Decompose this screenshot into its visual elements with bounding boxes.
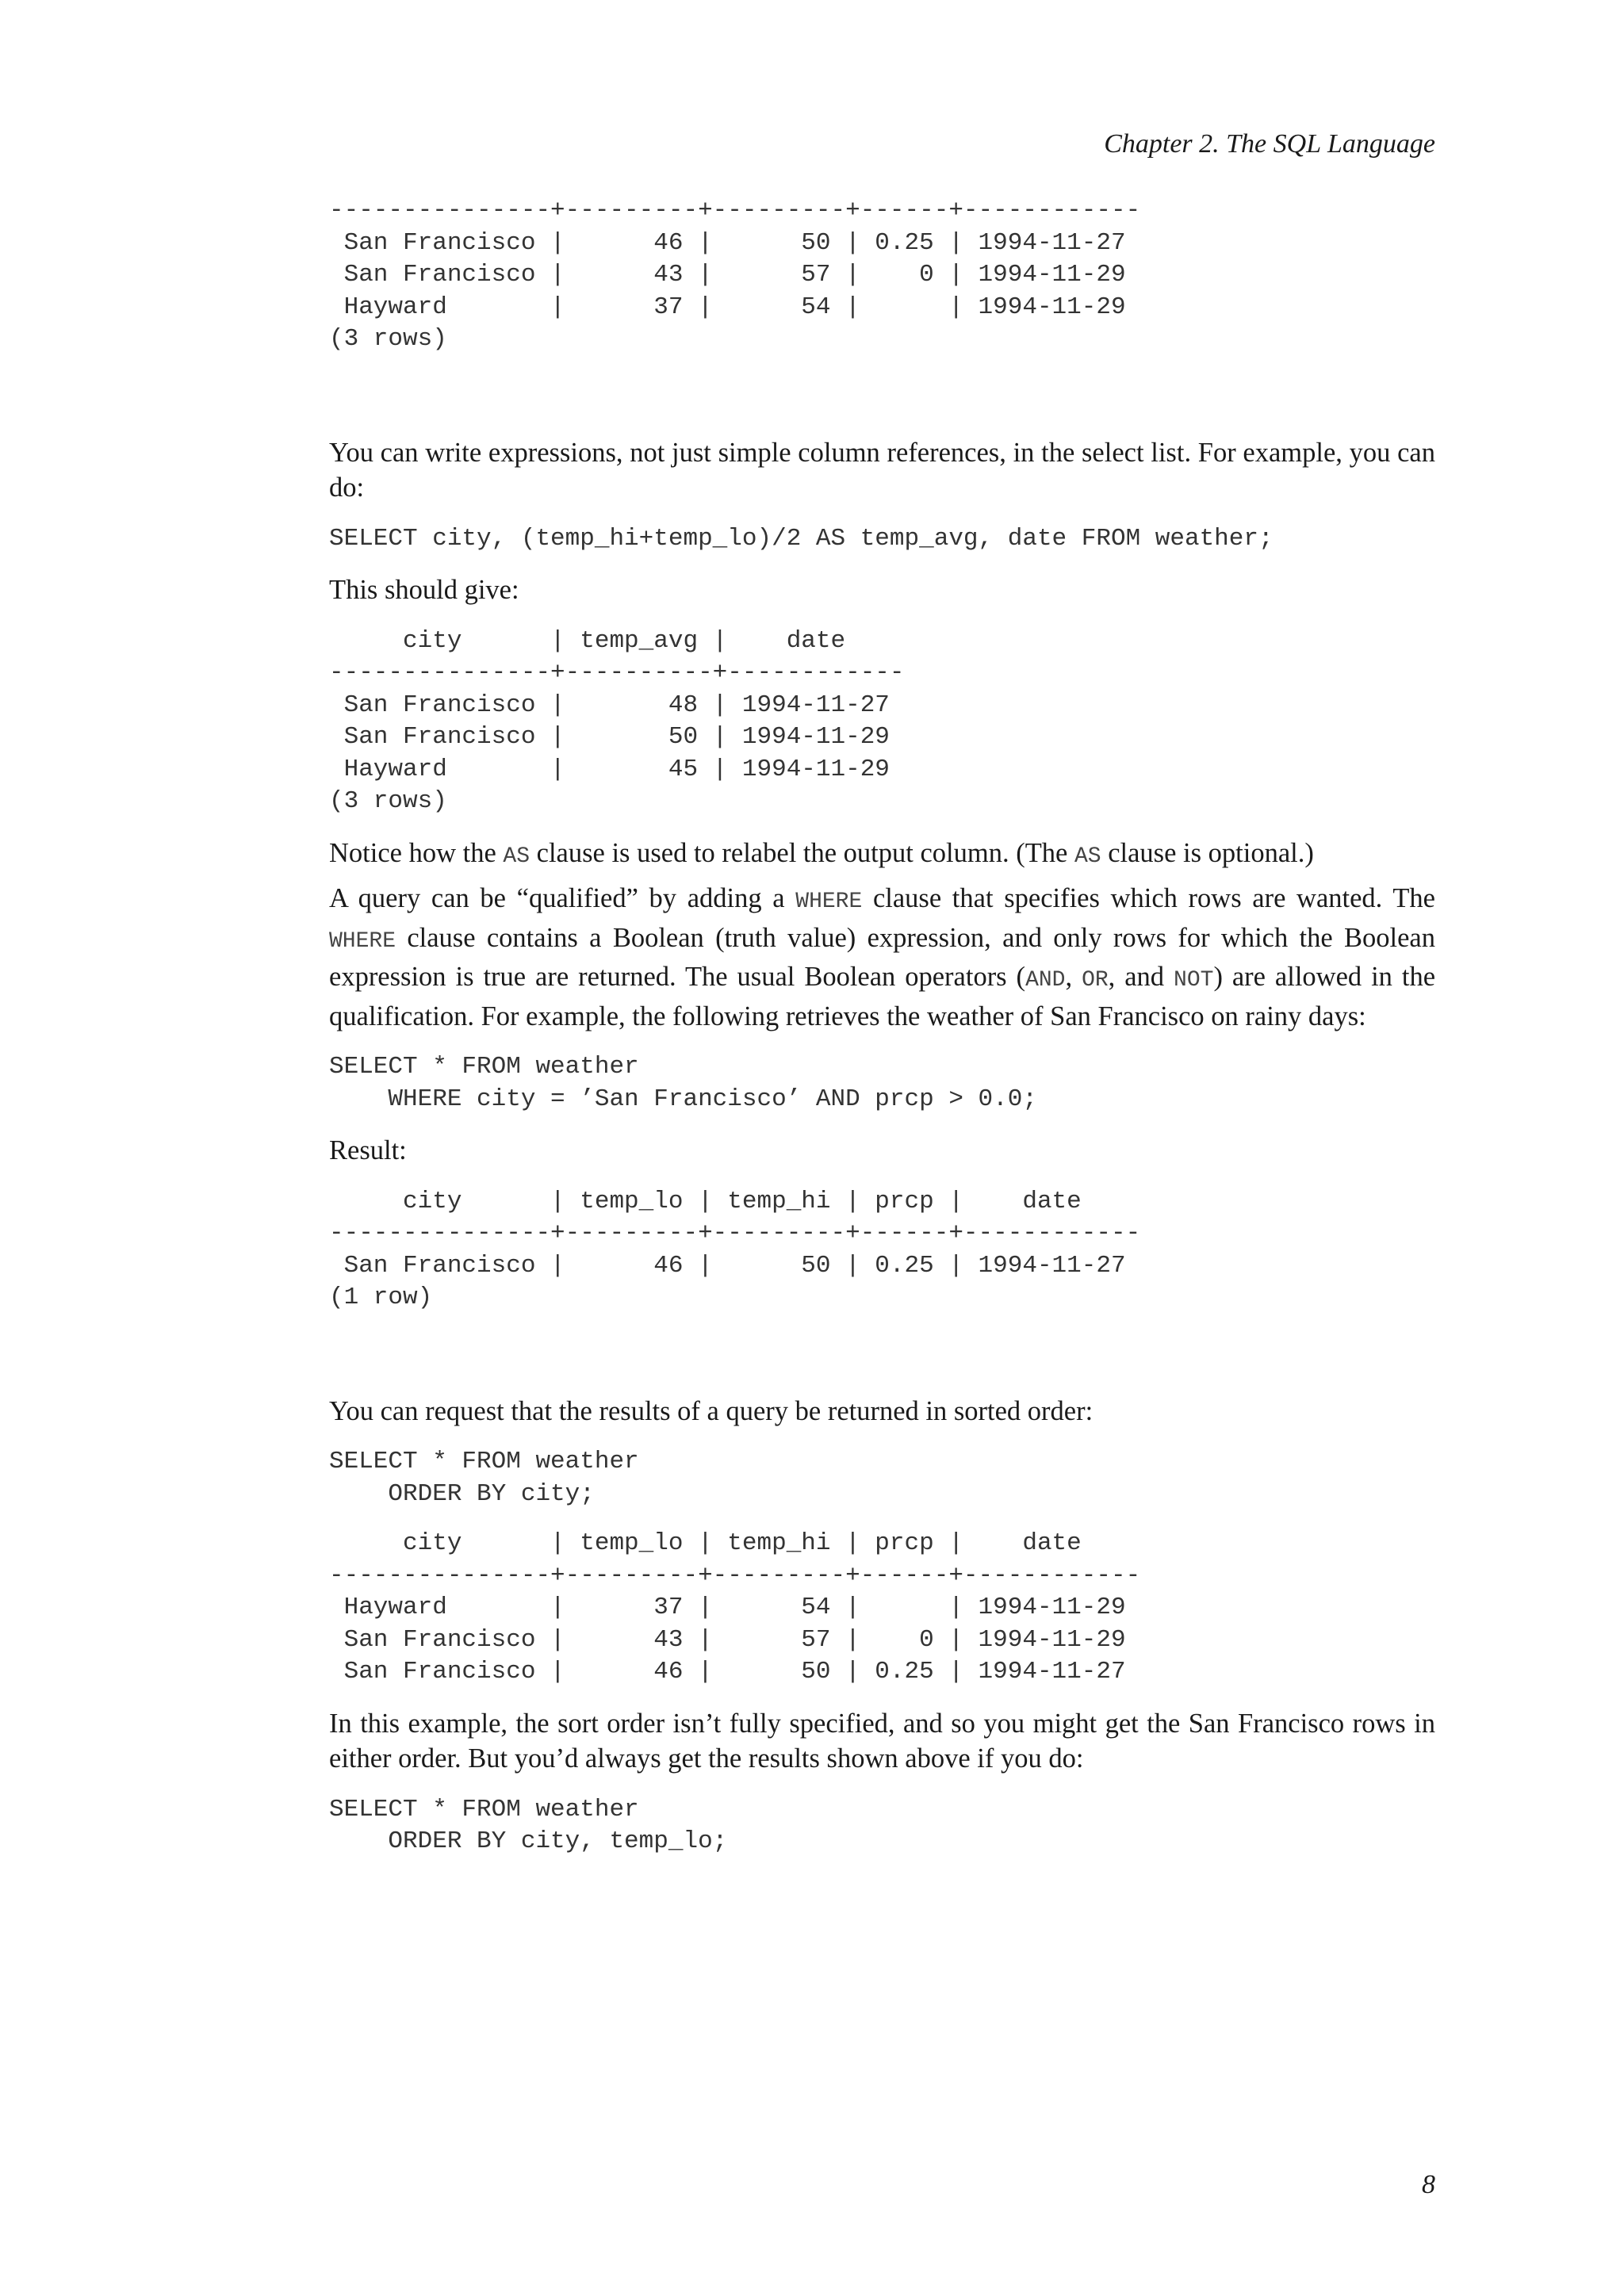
- paragraph-qualified-query: [329, 881, 1435, 1034]
- text-run: A query can be “qualified” by adding a: [329, 883, 796, 913]
- text-run: Notice how the: [329, 837, 504, 868]
- paragraph-sort-order-note: In this example, the sort order isn’t fully specified, and so you might get the San Francisco rows in either order. But you’d always get the results shown above if you do:: [329, 1708, 1435, 1774]
- text-run: ,: [1065, 962, 1082, 992]
- text-run: clause that specifies which rows are wanted. The: [862, 883, 1435, 913]
- page-content: [329, 195, 1435, 1858]
- paragraph-as-clause: [329, 836, 1435, 875]
- inline-code-where: WHERE: [795, 890, 863, 914]
- paragraph-should-give: This should give:: [329, 575, 519, 605]
- code-select-where: SELECT * FROM weather WHERE city = ’San Francisco’ AND prcp > 0.0;: [329, 1053, 1037, 1113]
- text-run: , and: [1108, 962, 1174, 992]
- inline-code-as: AS: [1074, 844, 1101, 869]
- code-order-by-city: SELECT * FROM weather ORDER BY city;: [329, 1448, 639, 1508]
- query-output-weather-rows: ---------------+---------+---------+------+------------ San Francisco | 46 | 50 | 0.25 | 1994-11-27 San Francisco | 43 | 57 | 0 | 1994-11-29 Hayward | 37 | 54 | | 1994-11-29 (3 rows): [329, 197, 1141, 353]
- running-header: Chapter 2. The SQL Language: [1104, 129, 1435, 159]
- document-page: [329, 0, 1435, 2296]
- text-run: clause contains a Boolean (truth value) expression, and only rows for which the Boolean expression is true are returned. The usual Boolean operators (: [329, 922, 1435, 992]
- query-output-temp-avg: city | temp_avg | date ---------------+----------+------------ San Francisco | 48 | 1994-11-27 San Francisco | 50 | 1994-11-29 Hayward | 45 | 1994-11-29 (3 rows): [329, 626, 905, 815]
- page-number: 8: [1422, 2170, 1435, 2199]
- query-output-rainy-days: city | temp_lo | temp_hi | prcp | date ---------------+---------+---------+------+------------ San Francisco | 46 | 50 | 0.25 | 1994-11-27 (1 row): [329, 1187, 1141, 1311]
- code-order-by-city-temp-lo: SELECT * FROM weather ORDER BY city, temp_lo;: [329, 1795, 728, 1855]
- query-output-sorted: city | temp_lo | temp_hi | prcp | date ---------------+---------+---------+------+------------ Hayward | 37 | 54 | | 1994-11-29 San Francisco | 43 | 57 | 0 | 1994-11-29 San Francisco | 46 | 50 | 0.25 | 1994-11-27: [329, 1529, 1141, 1686]
- inline-code-or: OR: [1082, 968, 1109, 993]
- paragraph-sorted-order: You can request that the results of a query be returned in sorted order:: [329, 1395, 1094, 1426]
- code-select-temp-avg: SELECT city, (temp_hi+temp_lo)/2 AS temp_avg, date FROM weather;: [329, 524, 1274, 553]
- text-run: ) are allowed in the qualification. For example, the following retrieves the weather of San Francisco on rainy days:: [329, 962, 1436, 1031]
- inline-code-where: WHERE: [329, 928, 396, 954]
- paragraph-result: Result:: [329, 1135, 407, 1165]
- text-run: clause is used to relabel the output column. (The: [530, 837, 1074, 868]
- inline-code-as: AS: [503, 844, 530, 869]
- inline-code-not: NOT: [1174, 968, 1214, 993]
- inline-code-and: AND: [1025, 968, 1066, 993]
- text-run: clause is optional.): [1101, 837, 1314, 868]
- paragraph-expressions: You can write expressions, not just simple column references, in the select list. For example, you can do:: [329, 437, 1435, 503]
